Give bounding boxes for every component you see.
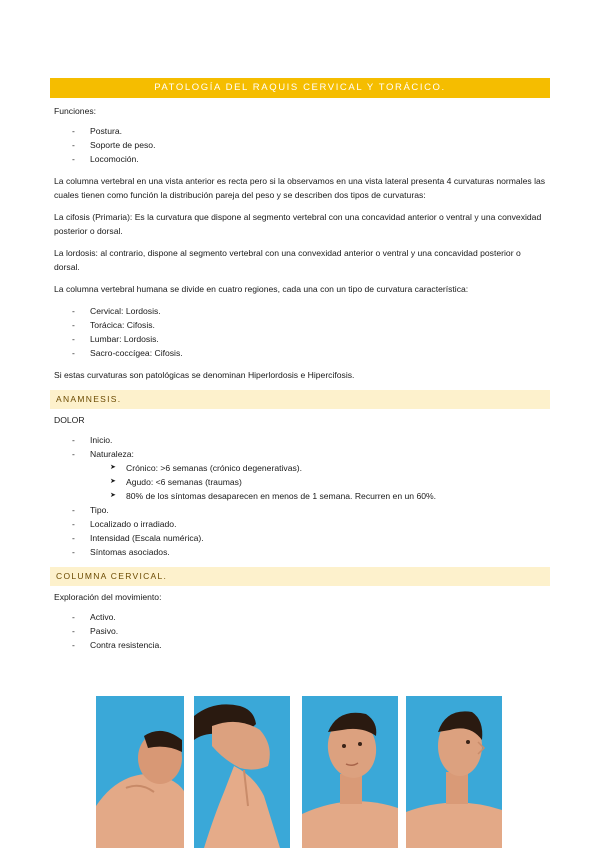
columna-cervical-heading: COLUMNA CERVICAL. — [50, 567, 550, 586]
arrow-bullet-icon: ➤ — [110, 492, 116, 499]
naturaleza-sublist — [50, 461, 550, 503]
lordosis-paragraph: La lordosis: al contrario, dispone al segmento vertebral con una convexidad anterior o ventral y una concavidad posterior o dorsal. — [54, 248, 521, 272]
neck-flexion-photo — [96, 696, 184, 848]
page-title: PATOLOGÍA DEL RAQUIS CERVICAL Y TORÁCICO. — [50, 78, 550, 98]
regiones-list — [50, 304, 550, 360]
patologicas-paragraph: Si estas curvaturas son patológicas se denominan Hiperlordosis e Hipercifosis. — [54, 370, 355, 380]
neck-extension-photo — [194, 696, 290, 848]
sublist-item: ➤ 80% de los síntomas desaparecen en menos de 1 semana. Recurren en un 60%. — [110, 491, 437, 501]
sublist-item: ➤ Agudo: <6 semanas (traumas) — [110, 477, 242, 487]
list-item: - Contra resistencia. — [72, 640, 162, 650]
regiones-paragraph: La columna vertebral humana se divide en cuatro regiones, cada una con un tipo de curvatura característica: — [54, 284, 469, 294]
list-item: - Pasivo. — [72, 626, 119, 636]
cifosis-paragraph: La cifosis (Primaria): Es la curvatura que dispone al segmento vertebral con una concavidad anterior o ventral y una convexidad posterior o dorsal. — [54, 212, 542, 236]
anamnesis-heading: ANAMNESIS. — [50, 390, 550, 409]
funciones-label: Funciones: — [54, 106, 97, 116]
exploracion-label: Exploración del movimiento: — [54, 592, 162, 602]
dolor-label: DOLOR — [54, 415, 85, 425]
list-item: - Síntomas asociados. — [72, 547, 170, 557]
list-item: - Tipo. — [72, 505, 109, 515]
neck-lateral-tilt-photo — [302, 696, 398, 848]
list-item: - Torácica: Cifosis. — [72, 320, 155, 330]
arrow-bullet-icon: ➤ — [110, 464, 116, 471]
sublist-item: ➤ Crónico: >6 semanas (crónico degenerativas). — [110, 463, 303, 473]
list-item: - Locomoción. — [72, 154, 139, 164]
list-item: - Sacro-coccígea: Cifosis. — [72, 348, 183, 358]
list-item: - Intensidad (Escala numérica). — [72, 533, 204, 543]
intro-paragraph: La columna vertebral en una vista anterior es recta pero si la observamos en una vista lateral presenta 4 curvaturas normales las cuales tienen como función la distribución pareja del peso y se describen dos tipos de curvaturas: — [54, 176, 546, 200]
list-item: - Soporte de peso. — [72, 140, 156, 150]
list-item: - Naturaleza: — [72, 449, 134, 459]
list-item: - Lumbar: Lordosis. — [72, 334, 159, 344]
sublist-container — [50, 461, 550, 503]
dolor-list — [50, 433, 550, 559]
funciones-list — [50, 124, 550, 166]
list-item: - Activo. — [72, 612, 116, 622]
exploracion-list — [50, 610, 550, 652]
list-item: - Cervical: Lordosis. — [72, 306, 161, 316]
list-item: - Postura. — [72, 126, 123, 136]
document-page — [50, 78, 550, 660]
list-item: - Inicio. — [72, 435, 113, 445]
arrow-bullet-icon: ➤ — [110, 478, 116, 485]
movement-photos — [96, 696, 502, 848]
neck-rotation-photo — [406, 696, 502, 848]
list-item: - Localizado o irradiado. — [72, 519, 177, 529]
